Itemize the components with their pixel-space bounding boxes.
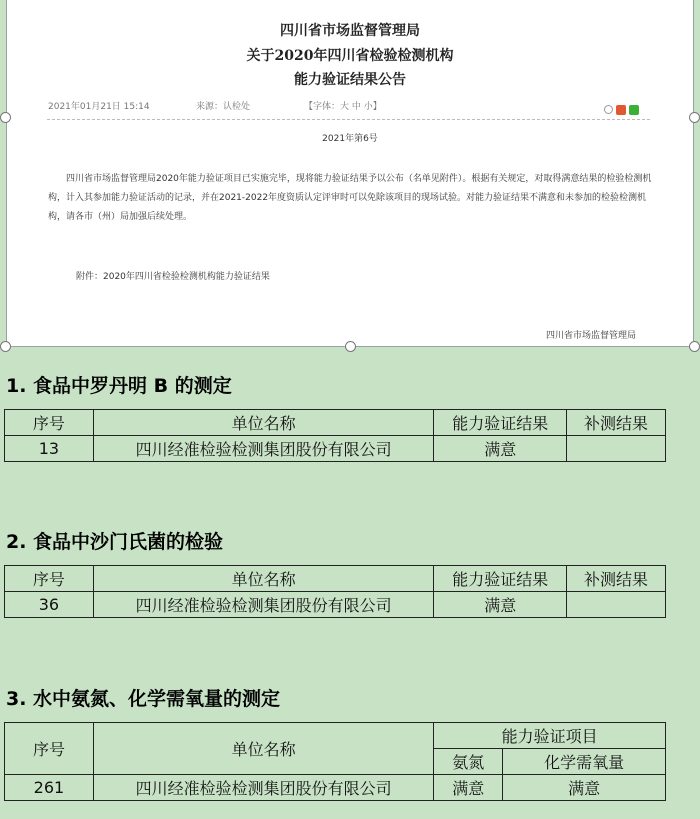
section-2-title: 2. 食品中沙门氏菌的检验	[6, 531, 224, 553]
header-unit: 单位名称	[93, 566, 433, 592]
notice-title-line-2: 关于2020年四川省检验检测机构	[246, 48, 454, 64]
notice-body: 四川省市场监督管理局2020年能力验证项目已实施完毕，现将能力验证结果予以公布（名单见附件）。根据有关规定，对取得满意结果的检验检测机构，计入其参加能力验证活动的记录，并在2021-2022年度资质认定评审时可以免除该项目的现场试验。对能力验证结果不满意和未参加的检验检测机构，请各市（州）局加强后续处理。	[48, 174, 652, 222]
header-seq: 序号	[5, 410, 94, 436]
header-seq: 序号	[5, 723, 94, 775]
section-2-table	[4, 565, 666, 618]
header-project: 能力验证项目	[434, 723, 666, 749]
header-retest: 补测结果	[567, 566, 666, 592]
header-result: 能力验证结果	[434, 566, 567, 592]
resize-handle-bottom-left[interactable]	[0, 341, 11, 352]
header-ammonia: 氨氮	[434, 749, 503, 775]
rss-icon[interactable]	[616, 105, 626, 115]
resize-handle-right[interactable]	[689, 112, 700, 123]
table-row	[5, 775, 666, 801]
header-seq: 序号	[5, 566, 94, 592]
section-3-table	[4, 722, 666, 801]
table-header-row	[5, 566, 666, 592]
cell-unit: 四川经准检验检测集团股份有限公司	[93, 436, 433, 462]
announcement-image	[6, 0, 694, 347]
attachment-line: 附件：2020年四川省检验检测机构能力验证结果	[76, 272, 270, 282]
resize-handle-left[interactable]	[0, 112, 11, 123]
cell-retest	[567, 436, 666, 462]
table-header-row	[5, 723, 666, 749]
table-row	[5, 592, 666, 618]
cell-seq: 261	[5, 775, 94, 801]
resize-handle-bottom[interactable]	[345, 341, 356, 352]
cell-ammonia: 满意	[434, 775, 503, 801]
cell-unit: 四川经准检验检测集团股份有限公司	[93, 775, 433, 801]
cell-result: 满意	[434, 592, 567, 618]
source-label: 来源：认检处	[196, 102, 251, 112]
cell-seq: 36	[5, 592, 94, 618]
share-icon[interactable]	[604, 105, 613, 114]
notice-title-line-1: 四川省市场监督管理局	[280, 23, 420, 39]
cell-result: 满意	[434, 436, 567, 462]
resize-handle-bottom-right[interactable]	[689, 341, 700, 352]
meta-divider	[47, 119, 650, 120]
share-icons	[604, 99, 642, 111]
cell-seq: 13	[5, 436, 94, 462]
wechat-icon[interactable]	[629, 105, 639, 115]
cell-retest	[567, 592, 666, 618]
header-result: 能力验证结果	[434, 410, 567, 436]
header-unit: 单位名称	[93, 723, 433, 775]
cell-unit: 四川经准检验检测集团股份有限公司	[93, 592, 433, 618]
header-retest: 补测结果	[567, 410, 666, 436]
font-size-selector[interactable]: 【字体：大 中 小】	[304, 102, 382, 112]
section-1-table	[4, 409, 666, 462]
notice-title-line-3: 能力验证结果公告	[294, 72, 406, 88]
section-1-title: 1. 食品中罗丹明 B 的测定	[6, 375, 232, 397]
section-3-title: 3. 水中氨氮、化学需氧量的测定	[6, 688, 281, 710]
table-header-row	[5, 410, 666, 436]
header-cod: 化学需氧量	[503, 749, 666, 775]
table-row	[5, 436, 666, 462]
publish-date: 2021年01月21日 15:14	[48, 102, 150, 112]
signature: 四川省市场监督管理局	[546, 331, 637, 341]
issue-number: 2021年第6号	[322, 134, 378, 144]
cell-cod: 满意	[503, 775, 666, 801]
header-unit: 单位名称	[93, 410, 433, 436]
